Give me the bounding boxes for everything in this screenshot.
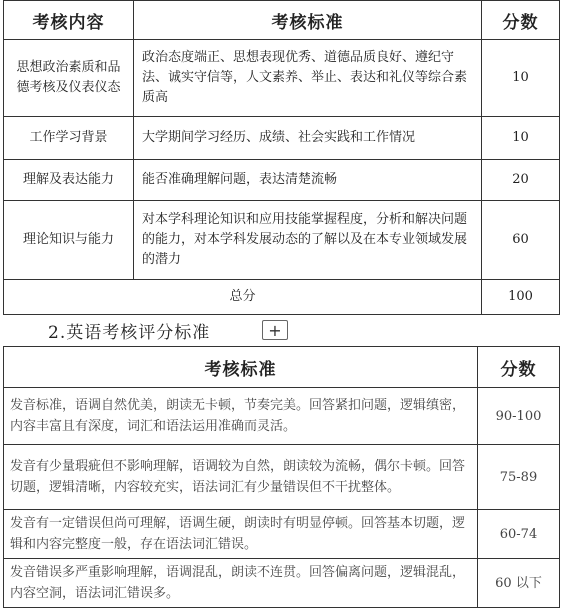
total-label: 总分 [4,280,482,315]
table-row [4,117,560,160]
table-row [4,40,560,117]
row-standard: 政治态度端正、思想表现优秀、道德品质良好、遵纪守法、诚实守信等，人文素养、举止、表达和礼仪等综合素质高 [134,40,482,117]
row-content: 理解及表达能力 [4,160,134,201]
header-standard: 考核标准 [4,347,478,388]
row-score: 90-100 [478,388,560,445]
row-score: 60 以下 [478,559,560,608]
row-standard: 对本学科理论知识和应用技能掌握程度，分析和解决问题的能力，对本学科发展动态的了解以及在本专业领域发展的潜力 [134,201,482,280]
total-score: 100 [482,280,560,315]
row-standard: 发音错误多严重影响理解，语调混乱，朗读不连贯。回答偏离问题，逻辑混乱，内容空洞，语法词汇错误多。 [4,559,478,608]
row-standard: 能否准确理解问题，表达清楚流畅 [134,160,482,201]
row-score: 10 [482,40,560,117]
expand-button[interactable]: + [262,320,288,340]
total-row [4,280,560,315]
row-standard: 发音标准，语调自然优美，朗读无卡顿，节奏完美。回答紧扣问题，逻辑缜密，内容丰富且有深度，词汇和语法运用准确而灵活。 [4,388,478,445]
english-scoring-table [3,346,560,608]
table-header-row [4,347,560,388]
row-standard: 发音有少量瑕疵但不影响理解，语调较为自然，朗读较为流畅，偶尔卡顿。回答切题，逻辑清晰，内容较充实，语法词汇有少量错误但不干扰整体。 [4,445,478,510]
row-content: 工作学习背景 [4,117,134,160]
table-row [4,559,560,608]
content-standard-table [3,0,560,315]
row-score: 75-89 [478,445,560,510]
row-score: 60-74 [478,510,560,559]
table-row [4,160,560,201]
header-score: 分数 [478,347,560,388]
row-standard: 发音有一定错误但尚可理解，语调生硬，朗读时有明显停顿。回答基本切题，逻辑和内容完整度一般，存在语法词汇错误。 [4,510,478,559]
table-header-row [4,1,560,40]
table-row [4,388,560,445]
row-score: 10 [482,117,560,160]
header-content: 考核内容 [4,1,134,40]
row-standard: 大学期间学习经历、成绩、社会实践和工作情况 [134,117,482,160]
table-row [4,510,560,559]
row-content: 思想政治素质和品德考核及仪表仪态 [4,40,134,117]
header-standard: 考核标准 [134,1,482,40]
row-score: 20 [482,160,560,201]
row-score: 60 [482,201,560,280]
table-row [4,445,560,510]
header-score: 分数 [482,1,560,40]
table-row [4,201,560,280]
section-heading: 2.英语考核评分标准 [48,323,211,343]
row-content: 理论知识与能力 [4,201,134,280]
